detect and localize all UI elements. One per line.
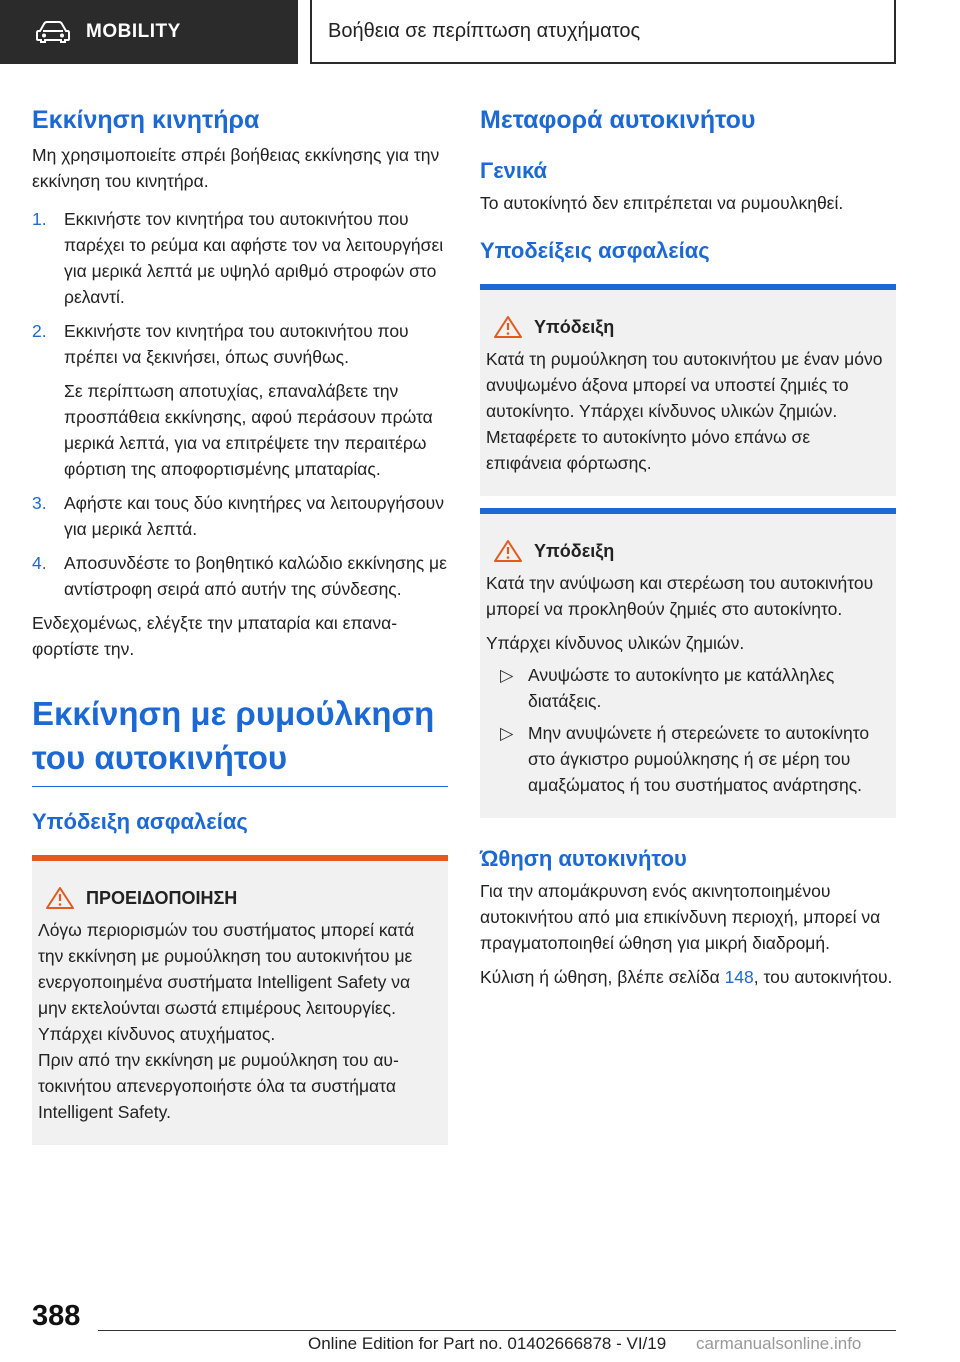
note-text: Κατά τη ρυμούλκηση του αυτοκινήτου με έναν μόνο ανυψωμένο άξονα μπορεί να υποστεί ζημιές το αυτοκίνητο. Υπάρχει κίνδυνος υλικών ζημιών. Μεταφέρετε το αυτοκίνητο μόνο επάνω σε επιφάνεια φόρτωσης. (486, 349, 883, 473)
bullet-list (486, 662, 890, 798)
step-extra-text: Σε περίπτωση αποτυχίας, επαναλάβετε την προσπάθεια εκκίνησης, αφού περάσουν πρώτα μερικά λεπτά, για να επιτρέψετε την περαιτέρω φόρτιση της αποφορτισμένης μπαταρίας. (64, 381, 433, 479)
step-text: Αφήστε και τους δύο κινητήρες να λειτουργήσουν για μερικά λεπτά. (64, 493, 444, 539)
heading-rule (32, 786, 448, 787)
list-item (32, 490, 448, 542)
heading-engine-start: Εκκίνηση κινητήρα (32, 106, 260, 134)
bullet-text: Μην ανυψώνετε ή στερεώνετε το αυτοκίνητο στο άγκιστρο ρυμούλκησης ή σε μέρη του αμαξώματος ή του συστήματος ανάρτησης. (528, 723, 870, 795)
warning-header (38, 885, 442, 911)
page-number: 388 (32, 1300, 81, 1332)
step-number: 3. (32, 493, 47, 513)
right-column (480, 100, 896, 990)
steps-list (32, 206, 448, 602)
note-title: Υπόδειξη (534, 541, 615, 561)
warning-triangle-icon (44, 886, 76, 910)
list-item (486, 720, 890, 798)
page-reference (480, 964, 896, 990)
push-text: Για την απομάκρυνση ενός ακινητοποιημένου αυτοκινήτου από μια επικίνδυνη περιοχή, μπορεί να πραγματοποιηθεί ώθηση για μικρή διαδρομή. (480, 881, 881, 953)
list-item (32, 550, 448, 602)
warning-triangle-icon (492, 315, 524, 339)
list-item (32, 206, 448, 310)
footer-edition: Online Edition for Part no. 01402666878 - VI/19 (308, 1334, 667, 1353)
note-title: Υπόδειξη (534, 317, 615, 337)
page-header (0, 0, 960, 66)
note-box-2 (480, 508, 896, 818)
list-item (486, 662, 890, 714)
reference-text-end: , του αυτοκινήτου. (753, 967, 893, 987)
triangle-bullet-icon: ▷ (500, 723, 514, 743)
step-number: 2. (32, 321, 47, 341)
footer-rule (98, 1330, 896, 1331)
warning-box (32, 855, 448, 1145)
after-steps-text: Ενδεχομένως, ελέγξτε την μπαταρία και επαναφορτίστε την. (32, 613, 398, 659)
chapter-title-box (310, 0, 896, 64)
step-number: 1. (32, 209, 47, 229)
left-column (32, 100, 448, 1145)
reference-text: Κύλιση ή ώθηση, βλέπε σελίδα (480, 967, 725, 987)
note-box-1 (480, 284, 896, 496)
note-header (486, 314, 890, 340)
triangle-bullet-icon: ▷ (500, 665, 514, 685)
step-text: Αποσυνδέστε το βοηθητικό καλώδιο εκκίνησης με αντίστροφη σειρά από αυτήν της σύνδεσης. (64, 553, 447, 599)
warning-title: ΠΡΟΕΙΔΟΠΟΙΗΣΗ (86, 888, 238, 908)
warning-text-2: Πριν από την εκκίνηση με ρυμούλκηση του αυτοκινήτου απενεργοποιήστε όλα τα συστήματα Intelligent Safety. (38, 1050, 399, 1122)
heading-safety-notes: Υποδείξεις ασφαλείας (480, 238, 710, 263)
section-tab (0, 0, 298, 64)
warning-text: Λόγω περιορισμών του συστήματος μπορεί κατά την εκκίνηση με ρυμούλκηση του αυτοκινήτου με ενεργοποιημένα συστήματα Intelligent Safety να μην εκτελούνται σωστά επιμέρους λειτουργίες. Υπάρχει κίνδυνος ατυχήματος. (38, 920, 415, 1044)
note-text-2: Υπάρχει κίνδυνος υλικών ζημιών. (486, 633, 745, 653)
warning-triangle-icon (492, 539, 524, 563)
heading-safety-note: Υπόδειξη ασφαλείας (32, 809, 248, 834)
heading-push: Ώθηση αυτοκινήτου (480, 846, 687, 871)
car-icon (36, 21, 70, 43)
footer-watermark: carmanualsonline.info (696, 1334, 862, 1353)
step-text: Εκκινήστε τον κινητήρα του αυτοκινήτου που πρέπει να ξεκινήσει, όπως συνήθως. (64, 321, 409, 367)
note-header (486, 538, 890, 564)
heading-general: Γενικά (480, 158, 548, 183)
list-item (32, 318, 448, 482)
heading-transport: Μεταφορά αυτοκινήτου (480, 106, 756, 134)
page-link[interactable]: 148 (724, 967, 754, 987)
general-text: Το αυτοκίνητό δεν επιτρέπεται να ρυμουλκηθεί. (480, 193, 844, 213)
intro-text: Μη χρησιμοποιείτε σπρέι βοήθειας εκκίνησης για την εκκίνηση του κινητήρα. (32, 145, 440, 191)
heading-tow-start: Εκκίνηση με ρυμούλκηση του αυτοκινήτου (32, 695, 435, 776)
note-text: Κατά την ανύψωση και στερέωση του αυτοκινήτου μπορεί να προκληθούν ζημιές στο αυτοκίνητο. (486, 573, 874, 619)
bullet-text: Ανυψώστε το αυτοκίνητο με κατάλληλες διατάξεις. (528, 665, 835, 711)
chapter-title: Βοήθεια σε περίπτωση ατυχήματος (328, 19, 641, 42)
step-number: 4. (32, 553, 47, 573)
section-label: MOBILITY (86, 21, 181, 42)
step-text: Εκκινήστε τον κινητήρα του αυτοκινήτου που παρέχει το ρεύμα και αφήστε τον να λειτουργήσει για μερικά λεπτά με υψηλό αριθμό στροφών στο ρελαντί. (64, 209, 444, 307)
